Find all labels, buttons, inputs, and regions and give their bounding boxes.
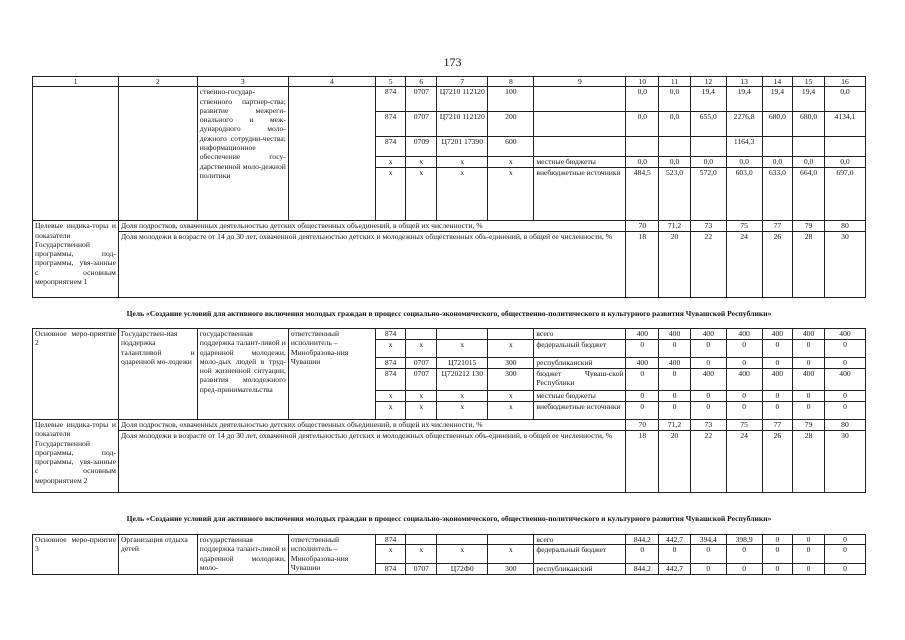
- kbk-target-cell: Ц720212 130: [437, 369, 488, 391]
- value-cell: 0: [793, 564, 825, 575]
- value-cell: 0: [762, 402, 793, 420]
- kbk-target-cell: Ц7210 112120: [437, 87, 488, 112]
- value-cell: [659, 137, 691, 157]
- value-cell: 0: [690, 340, 726, 358]
- page-number: 173: [443, 55, 462, 69]
- kbk-section-cell: x: [406, 391, 437, 402]
- value-cell: 0: [626, 545, 659, 564]
- value-cell: 0: [824, 340, 865, 358]
- value-cell: 572,0: [690, 168, 726, 221]
- budget-table-part-2: [32, 328, 866, 493]
- value-cell: 0: [690, 391, 726, 402]
- value-cell: 19,4: [690, 87, 726, 112]
- funding-source-cell: республиканский: [534, 358, 626, 369]
- value-cell: 20: [659, 232, 691, 298]
- value-cell: [793, 137, 825, 157]
- kbk-type-cell: [488, 535, 534, 545]
- kbk-target-cell: Ц721015: [437, 358, 488, 369]
- column-header: 1: [33, 77, 119, 87]
- value-cell: 400: [762, 329, 793, 340]
- value-cell: 2276,8: [726, 112, 762, 137]
- value-cell: 484,5: [626, 168, 659, 221]
- kbk-section-cell: 0707: [406, 112, 437, 137]
- column-header: 10: [626, 77, 659, 87]
- value-cell: 0,0: [626, 112, 659, 137]
- responsible-executor: ответственный исполнитель – Минобразова-ния Чувашии: [288, 535, 375, 575]
- kbk-type-cell: [488, 329, 534, 340]
- value-cell: 0: [762, 358, 793, 369]
- value-cell: 0: [793, 545, 825, 564]
- measure-description: ственно-государ-ственного партнер-ства; развитие межреги-онального и меж-дународного моло-дежного сотрудни-чества; информационное обеспечение госу-дарственной моло-дежной политики: [197, 87, 288, 221]
- value-cell: 19,4: [793, 87, 825, 112]
- kbk-section-cell: x: [406, 168, 437, 221]
- value-cell: 19,4: [762, 87, 793, 112]
- kbk-target-cell: x: [437, 391, 488, 402]
- value-cell: 398,9: [726, 535, 762, 545]
- kbk-type-cell: x: [488, 168, 534, 221]
- value-cell: 0,0: [659, 87, 691, 112]
- kbk-type-cell: 600: [488, 137, 534, 157]
- value-cell: 0: [659, 369, 691, 391]
- kbk-ministry-cell: x: [375, 168, 406, 221]
- value-cell: 22: [690, 431, 726, 493]
- kbk-target-cell: Ц72Ф0: [437, 564, 488, 575]
- value-cell: 0: [690, 358, 726, 369]
- column-header: 12: [690, 77, 726, 87]
- value-cell: 0: [659, 391, 691, 402]
- value-cell: 0: [626, 369, 659, 391]
- measure-description: государственная поддержка талант-ливой и одаренной молодежи, моло-дых людей в труд-ной жизненной ситуации, развития молодежного пред-принимательства: [197, 329, 288, 420]
- funding-source-cell: внебюджетные источники: [534, 168, 626, 221]
- value-cell: 77: [762, 420, 793, 431]
- column-header: 16: [824, 77, 865, 87]
- value-cell: 400: [690, 329, 726, 340]
- value-cell: 0: [690, 564, 726, 575]
- measure-number: Основное меро-приятие 2: [33, 329, 119, 420]
- kbk-section-cell: [406, 535, 437, 545]
- kbk-section-cell: x: [406, 340, 437, 358]
- goal-heading-1: Цель «Создание условий для активного включения молодых граждан в процесс социально-экономического, общественно-политического и культурного развития Чувашской Республики»: [126, 309, 772, 318]
- kbk-ministry-cell: x: [375, 391, 406, 402]
- kbk-type-cell: 300: [488, 564, 534, 575]
- value-cell: 0,0: [659, 112, 691, 137]
- goal-heading-2: Цель «Создание условий для активного включения молодых граждан в процесс социально-экономического, общественно-политического и культурного развития Чувашской Республики»: [126, 514, 772, 523]
- kbk-ministry-cell: 874: [375, 535, 406, 545]
- measure-number: Основное меро-приятие 3: [33, 535, 119, 575]
- funding-source-cell: федеральный бюджет: [534, 545, 626, 564]
- value-cell: 18: [626, 431, 659, 493]
- indicators-label: Целевые индика-торы и показатели Государственной программы, под-программы, увя-занные с основным мероприятием 2: [33, 420, 119, 493]
- value-cell: 0,0: [762, 157, 793, 168]
- value-cell: 80: [824, 221, 865, 232]
- kbk-section-cell: x: [406, 545, 437, 564]
- value-cell: 664,0: [793, 168, 825, 221]
- value-cell: 0: [793, 391, 825, 402]
- value-cell: 400: [626, 358, 659, 369]
- value-cell: [762, 137, 793, 157]
- value-cell: 19,4: [726, 87, 762, 112]
- value-cell: 0: [824, 535, 865, 545]
- value-cell: 0,0: [793, 157, 825, 168]
- indicator-text: Доля подростков, охваченных деятельностью детских общественных объединений, в общей их численности, %: [118, 221, 626, 232]
- kbk-target-cell: x: [437, 168, 488, 221]
- column-header: 4: [288, 77, 375, 87]
- kbk-target-cell: [437, 329, 488, 340]
- value-cell: 633,0: [762, 168, 793, 221]
- funding-source-cell: внебюджетные источники: [534, 402, 626, 420]
- kbk-section-cell: 0709: [406, 137, 437, 157]
- value-cell: 442,7: [659, 535, 691, 545]
- value-cell: 0: [793, 340, 825, 358]
- value-cell: 0: [659, 545, 691, 564]
- value-cell: 0: [726, 564, 762, 575]
- value-cell: 400: [726, 369, 762, 391]
- kbk-section-cell: [406, 329, 437, 340]
- table-row: [33, 87, 866, 112]
- value-cell: 523,0: [659, 168, 691, 221]
- value-cell: 0: [659, 402, 691, 420]
- value-cell: 70: [626, 420, 659, 431]
- value-cell: 0: [726, 340, 762, 358]
- kbk-target-cell: Ц7201 17390: [437, 137, 488, 157]
- value-cell: 0: [824, 564, 865, 575]
- value-cell: 400: [793, 369, 825, 391]
- value-cell: 28: [793, 232, 825, 298]
- value-cell: 394,4: [690, 535, 726, 545]
- kbk-section-cell: x: [406, 402, 437, 420]
- value-cell: 1164,3: [726, 137, 762, 157]
- value-cell: 0: [726, 391, 762, 402]
- value-cell: 0,0: [726, 157, 762, 168]
- kbk-section-cell: 0707: [406, 564, 437, 575]
- value-cell: 400: [659, 358, 691, 369]
- kbk-type-cell: 300: [488, 358, 534, 369]
- value-cell: 0: [762, 564, 793, 575]
- value-cell: 30: [824, 232, 865, 298]
- kbk-section-cell: 0707: [406, 358, 437, 369]
- column-header: 13: [726, 77, 762, 87]
- kbk-ministry-cell: 874: [375, 137, 406, 157]
- value-cell: 71,2: [659, 221, 691, 232]
- kbk-ministry-cell: 874: [375, 358, 406, 369]
- value-cell: 844,2: [626, 535, 659, 545]
- value-cell: 0: [824, 391, 865, 402]
- value-cell: 400: [690, 369, 726, 391]
- kbk-type-cell: 300: [488, 369, 534, 391]
- value-cell: 22: [690, 232, 726, 298]
- value-cell: 0: [793, 358, 825, 369]
- kbk-target-cell: x: [437, 157, 488, 168]
- column-header: 5: [375, 77, 406, 87]
- value-cell: 0: [762, 391, 793, 402]
- indicator-row: [33, 420, 866, 431]
- column-header: 3: [197, 77, 288, 87]
- value-cell: 0: [762, 545, 793, 564]
- value-cell: 0,0: [824, 157, 865, 168]
- indicator-row: [33, 232, 866, 298]
- funding-source-cell: республиканский: [534, 564, 626, 575]
- kbk-section-cell: x: [406, 157, 437, 168]
- funding-source-cell: [534, 137, 626, 157]
- kbk-section-cell: 0707: [406, 87, 437, 112]
- value-cell: 400: [626, 329, 659, 340]
- table-row: [33, 535, 866, 545]
- value-cell: 71,2: [659, 420, 691, 431]
- value-cell: 0: [690, 402, 726, 420]
- value-cell: 400: [726, 329, 762, 340]
- value-cell: 24: [726, 232, 762, 298]
- indicator-text: Доля молодежи в возрасте от 14 до 30 лет, охваченной деятельностью детских и молодежных общественных объ-единений, в общей ее численности, %: [118, 232, 626, 298]
- value-cell: 70: [626, 221, 659, 232]
- indicator-text: Доля молодежи в возрасте от 14 до 30 лет, охваченной деятельностью детских и молодежных общественных объ-единений, в общей ее численности, %: [118, 431, 626, 493]
- funding-source-cell: всего: [534, 329, 626, 340]
- kbk-ministry-cell: 874: [375, 564, 406, 575]
- value-cell: 603,0: [726, 168, 762, 221]
- column-header: 8: [488, 77, 534, 87]
- kbk-target-cell: x: [437, 340, 488, 358]
- value-cell: 442,7: [659, 564, 691, 575]
- budget-table-part-1: [32, 76, 866, 298]
- funding-source-cell: [534, 87, 626, 112]
- kbk-type-cell: x: [488, 157, 534, 168]
- value-cell: [626, 137, 659, 157]
- indicator-row: [33, 221, 866, 232]
- value-cell: [824, 137, 865, 157]
- funding-source-cell: [534, 112, 626, 137]
- indicator-row: [33, 431, 866, 493]
- value-cell: 0: [824, 402, 865, 420]
- value-cell: 0: [690, 545, 726, 564]
- kbk-ministry-cell: x: [375, 340, 406, 358]
- column-header: 7: [437, 77, 488, 87]
- value-cell: 24: [726, 431, 762, 493]
- value-cell: 0: [659, 340, 691, 358]
- value-cell: 0: [824, 358, 865, 369]
- value-cell: 30: [824, 431, 865, 493]
- empty-cell: [33, 87, 119, 221]
- value-cell: 697,0: [824, 168, 865, 221]
- value-cell: 0,0: [626, 87, 659, 112]
- value-cell: 0: [793, 402, 825, 420]
- column-header: 9: [534, 77, 626, 87]
- value-cell: 75: [726, 420, 762, 431]
- value-cell: 4134,1: [824, 112, 865, 137]
- table-row: [33, 329, 866, 340]
- value-cell: 0,0: [824, 87, 865, 112]
- value-cell: 400: [824, 369, 865, 391]
- empty-cell: [288, 87, 375, 221]
- kbk-type-cell: 100: [488, 87, 534, 112]
- column-header: 6: [406, 77, 437, 87]
- responsible-executor: ответственный исполнитель – Минобразова-ния Чувашии: [288, 329, 375, 420]
- value-cell: 680,0: [793, 112, 825, 137]
- value-cell: 26: [762, 232, 793, 298]
- header-row: [33, 77, 866, 87]
- column-header: 11: [659, 77, 691, 87]
- value-cell: 73: [690, 420, 726, 431]
- value-cell: 0: [762, 340, 793, 358]
- funding-source-cell: всего: [534, 535, 626, 545]
- column-header: 2: [118, 77, 197, 87]
- column-header: 15: [793, 77, 825, 87]
- value-cell: 80: [824, 420, 865, 431]
- value-cell: 0: [726, 358, 762, 369]
- value-cell: 26: [762, 431, 793, 493]
- value-cell: 844,2: [626, 564, 659, 575]
- funding-source-cell: местные бюджеты: [534, 157, 626, 168]
- value-cell: 400: [659, 329, 691, 340]
- kbk-ministry-cell: 874: [375, 369, 406, 391]
- value-cell: 0: [824, 545, 865, 564]
- funding-source-cell: федеральный бюджет: [534, 340, 626, 358]
- value-cell: 0: [762, 535, 793, 545]
- funding-source-cell: местные бюджеты: [534, 391, 626, 402]
- value-cell: 0: [726, 545, 762, 564]
- indicators-label: Целевые индика-торы и показатели Государственной программы, под-программы, увя-занные с основным мероприятием 1: [33, 221, 119, 298]
- value-cell: 79: [793, 221, 825, 232]
- value-cell: 0: [626, 391, 659, 402]
- measure-description: государственная поддержка талант-ливой и одаренной молодежи, моло-: [197, 535, 288, 575]
- kbk-target-cell: Ц7210 112120: [437, 112, 488, 137]
- value-cell: 28: [793, 431, 825, 493]
- value-cell: 77: [762, 221, 793, 232]
- value-cell: 400: [824, 329, 865, 340]
- value-cell: 0: [626, 340, 659, 358]
- kbk-ministry-cell: 874: [375, 329, 406, 340]
- kbk-section-cell: 0707: [406, 369, 437, 391]
- kbk-type-cell: 200: [488, 112, 534, 137]
- value-cell: 400: [793, 329, 825, 340]
- value-cell: 79: [793, 420, 825, 431]
- indicator-text: Доля подростков, охваченных деятельностью детских общественных объединений, в общей их численности, %: [118, 420, 626, 431]
- value-cell: 0: [726, 402, 762, 420]
- funding-source-cell: бюджет Чуваш-ской Республики: [534, 369, 626, 391]
- value-cell: 0,0: [690, 157, 726, 168]
- kbk-type-cell: x: [488, 402, 534, 420]
- empty-cell: [118, 87, 197, 221]
- value-cell: 0,0: [626, 157, 659, 168]
- kbk-ministry-cell: x: [375, 545, 406, 564]
- kbk-ministry-cell: 874: [375, 112, 406, 137]
- measure-name: Организация отдыха детей: [118, 535, 197, 575]
- kbk-ministry-cell: 874: [375, 87, 406, 112]
- value-cell: 0: [626, 402, 659, 420]
- value-cell: 0: [793, 535, 825, 545]
- value-cell: 400: [762, 369, 793, 391]
- kbk-ministry-cell: x: [375, 402, 406, 420]
- kbk-type-cell: x: [488, 545, 534, 564]
- value-cell: 75: [726, 221, 762, 232]
- kbk-target-cell: x: [437, 545, 488, 564]
- kbk-type-cell: x: [488, 340, 534, 358]
- kbk-target-cell: x: [437, 402, 488, 420]
- kbk-target-cell: [437, 535, 488, 545]
- value-cell: 655,0: [690, 112, 726, 137]
- value-cell: 18: [626, 232, 659, 298]
- value-cell: 20: [659, 431, 691, 493]
- kbk-ministry-cell: x: [375, 157, 406, 168]
- budget-table-part-3: [32, 534, 866, 575]
- value-cell: 0,0: [659, 157, 691, 168]
- value-cell: [690, 137, 726, 157]
- column-header: 14: [762, 77, 793, 87]
- value-cell: 680,0: [762, 112, 793, 137]
- kbk-type-cell: x: [488, 391, 534, 402]
- value-cell: 73: [690, 221, 726, 232]
- measure-name: Государствен-ная поддержка талантливой и одаренной мо-лодежи: [118, 329, 197, 420]
